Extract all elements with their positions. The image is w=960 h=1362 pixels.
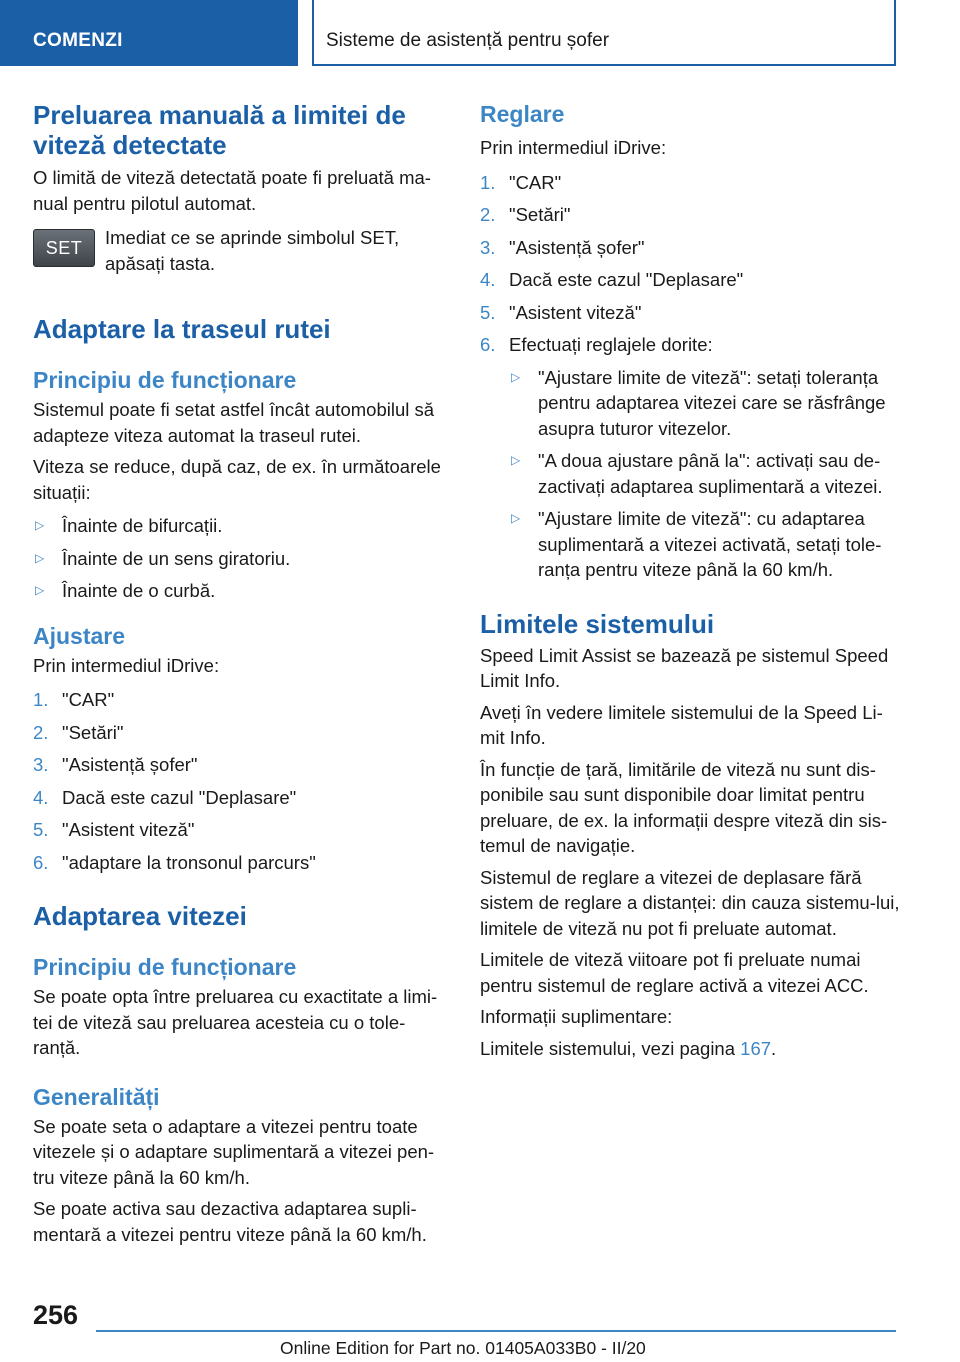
paragraph-principle-1: Sistemul poate fi setat astfel încât automobilul să adapteze viteza automat la traseul rutei. (33, 399, 435, 446)
left-column (33, 100, 448, 1247)
step-item: 2. "Setări" (480, 204, 571, 225)
step-item: 5. "Asistent viteză" (480, 301, 642, 323)
step-item: 4. Dacă este cazul "Deplasare" (480, 269, 744, 290)
set-button-icon: SET (33, 229, 95, 267)
heading-reglare: Reglare (480, 101, 565, 127)
paragraph-limits-2: Aveți în vedere limitele sistemului de la Speed Li-mit Info. (480, 701, 883, 748)
paragraph-limits-3: În funcție de țară, limitările de viteză nu sunt dis-ponibile sau sunt disponibile doar limitat pentru preluare, de ex. la informații despre viteză din sis-temul de navigație. (480, 758, 888, 856)
triangle-bullet-icon: ▷ (511, 511, 521, 525)
footer-divider (96, 1330, 896, 1332)
list-item: ▷ Înainte de bifurcații. (33, 513, 448, 539)
paragraph-limits-1: Speed Limit Assist se bazează pe sistemul Speed Limit Info. (480, 644, 889, 691)
heading-route-adaptation: Adaptare la traseul rutei (33, 314, 331, 344)
paragraph-ajustare: Prin intermediul iDrive: (33, 654, 220, 676)
paragraph-general-2: Se poate activa sau dezactiva adaptarea supli-mentară a vitezei pentru viteze până la 60 km/h. (33, 1198, 427, 1245)
paragraph-principle-3: Se poate opta între preluarea cu exactitate a limi-tei de viteză sau preluarea acesteia cu o tole-ranță. (33, 986, 438, 1058)
step-item: 3. "Asistență șofer" (33, 754, 198, 775)
page-link[interactable]: 167 (740, 1037, 772, 1059)
section-tab[interactable] (0, 0, 298, 66)
heading-ajustare: Ajustare (33, 622, 126, 649)
triangle-bullet-icon: ▷ (35, 583, 45, 597)
reglare-sub-list (509, 365, 900, 583)
step-item: 6. Efectuați reglajele dorite: (480, 334, 713, 355)
page-header (0, 0, 960, 66)
paragraph-principle-2: Viteza se reduce, după caz, de ex. în următoarele situații: (33, 456, 441, 503)
step-item: 5. "Asistent viteză" (33, 819, 195, 840)
list-item: ▷ Înainte de o curbă. (33, 578, 448, 604)
section-label: COMENZI (33, 30, 123, 51)
paragraph-reglare: Prin intermediul iDrive: (480, 137, 667, 158)
edition-note: Online Edition for Part no. 01405A033B0 - II/20 (280, 1338, 646, 1358)
list-item: ▷ "A doua ajustare până la": activați sau de-zactivați adaptarea suplimentară a vitezei. (509, 448, 900, 499)
triangle-bullet-icon: ▷ (511, 453, 521, 467)
heading-general: Generalități (33, 1083, 160, 1110)
step-item: 1. "CAR" (33, 689, 115, 710)
step-item: 4. Dacă este cazul "Deplasare" (33, 786, 297, 808)
step-item: 2. "Setări" (33, 721, 124, 743)
chapter-title: Sisteme de asistență pentru șofer (326, 30, 610, 51)
list-item: ▷ "Ajustare limite de viteză": setați toleranța pentru adaptarea vitezei care se răsfrânge asupra tuturor vitezelor. (509, 365, 900, 442)
set-instruction (33, 225, 448, 276)
reglare-steps (480, 170, 900, 358)
triangle-bullet-icon: ▷ (35, 550, 45, 565)
page-number: 256 (33, 1300, 79, 1330)
list-item: ▷ "Ajustare limite de viteză": cu adaptarea suplimentară a vitezei activată, setați tole-ranța pentru viteze până la 60 km/h. (509, 506, 900, 583)
paragraph-manual-limit: O limită de viteză detectată poate fi preluată ma-nual pentru pilotul automat. (33, 167, 431, 214)
heading-system-limits: Limitele sistemului (480, 608, 715, 639)
right-column (480, 100, 900, 1061)
heading-speed-adaptation: Adaptarea vitezei (33, 901, 247, 931)
heading-manual-limit: Preluarea manuală a limitei de viteză detectate (33, 100, 406, 160)
heading-principle-2: Principiu de funcționare (33, 954, 297, 980)
heading-principle: Principiu de funcționare (33, 367, 297, 393)
ajustare-steps (33, 687, 448, 875)
triangle-bullet-icon: ▷ (511, 369, 521, 384)
paragraph-limits-4: Sistemul de reglare a vitezei de deplasare fără sistem de reglare a distanței: din cauza sistemu-lui, limitele de viteză nu pot fi preluate automat. (480, 866, 900, 939)
triangle-bullet-icon: ▷ (35, 518, 45, 532)
step-item: 1. "CAR" (480, 171, 562, 193)
situations-list (33, 513, 448, 604)
list-item: ▷ Înainte de un sens giratoriu. (33, 546, 448, 572)
step-item: 3. "Asistență șofer" (480, 236, 645, 258)
paragraph-limits-7: Limitele sistemului, vezi pagina 167. (480, 1037, 777, 1059)
chapter-title-box (312, 0, 896, 66)
paragraph-general-1: Se poate seta o adaptare a vitezei pentru toate vitezele și o adaptare suplimentară a vitezei pen-tru viteze până la 60 km/h. (33, 1115, 435, 1188)
paragraph-limits-6: Informații suplimentare: (480, 1006, 673, 1027)
set-instruction-text: Imediat ce se aprinde simbolul SET, apăsați tasta. (105, 227, 400, 274)
paragraph-limits-5: Limitele de viteză viitoare pot fi preluate numai pentru sistemul de reglare activă a vitezei ACC. (480, 949, 869, 996)
step-item: 6. "adaptare la tronsonul parcurs" (33, 851, 316, 873)
